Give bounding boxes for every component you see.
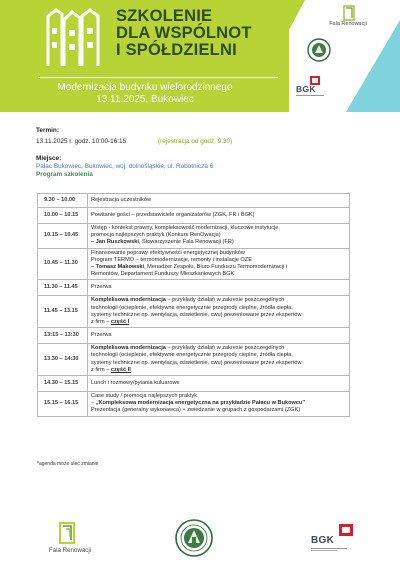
program-label: Program szkolenia [36,171,93,178]
desc-cell [88,248,350,280]
time-cell: 9.30 – 10.00 [38,194,88,208]
session-title: Kompleksowa modernizacja [91,345,166,352]
desc-text: z firm – [91,366,111,373]
fala-renowacji-logo-bottom [40,519,100,557]
time-cell: 10.15 – 10.45 [38,224,88,249]
time-cell: 13:15 – 13:30 [38,328,88,344]
term-label: Termin: [36,127,59,134]
desc-line: technologii (ocieplenie, efektywne energetycznie przegrody cieplne, źródła ciepła, [91,304,293,311]
place-label: Miejsce: [36,155,62,162]
time-cell: 10.00 – 10.15 [38,208,88,224]
time-cell: 10.45 – 11.30 [38,248,88,280]
session-part: część II [110,366,131,373]
term-value: 13.11.2025 r. godz. 10:00-16:15 [36,138,127,145]
fala-renowacji-text-bottom: Fala Renowacji [48,547,92,554]
term-block [36,127,127,145]
desc-line: technologii (ocieplenie, efektywne energetycznie przegrody cieplne, źródła ciepła, [91,352,293,359]
speaker-name: – Tomasz Makowski [91,264,145,271]
registration-note: (rejestracja od godz. 9.30) [158,138,233,145]
subtitle-text: Modernizacja budynku wielorodzinnego [57,82,233,93]
header-subtitle [0,82,290,106]
table-row [38,280,350,296]
place-block [36,155,213,179]
session-part: część I [110,319,130,326]
date-place-text: 13.11.2025, Bukowiec [96,94,194,105]
bgk-tagline-icon [311,547,347,552]
building-logo-icon [44,6,104,68]
desc-cell [88,224,350,249]
table-row [38,296,350,328]
fala-renowacji-icon [40,519,100,547]
desc-line [91,345,346,352]
speaker-affiliation: , Stowarzyszenie Fala Renowacji (FR) [138,239,234,246]
header-banner [0,0,400,112]
table-row [38,194,350,208]
desc-line: Prezentacja (generalny wykonawca) + zwiedzanie w grupach z gospodarzami (ZGK) [91,407,301,414]
break-cell: Lunch i rozmowy/pytania kuluarowe [88,376,350,392]
desc-line [91,319,346,326]
speaker-line [91,239,346,246]
desc-line: systemy techniczne np. wentylacja, oświetlenie, cwu) prezentowane przez ekspertów [91,311,302,318]
table-row [38,344,350,376]
break-cell: Przerwa [88,328,350,344]
speaker-line [91,264,346,271]
schedule-table [37,193,350,417]
bgk-text-top: BGK [296,84,316,94]
desc-line [91,367,346,374]
fala-renowacji-logo-top [318,4,378,30]
desc-cell: Powitanie gości – przedstawiciele organizatorów (ZGK, FR i BGK) [88,208,350,224]
table-row [38,392,350,417]
desc-cell [88,392,350,417]
session-title: Kompleksowa modernizacja [91,297,166,304]
zgk-seal-icon [175,519,213,557]
time-cell: 13.30 – 14:30 [38,344,88,376]
desc-line: systemy techniczne np. wentylacja, oświetlenie, cwu) prezentowane przez ekspertów [91,359,302,366]
desc-line [91,297,346,304]
session-title: „Kompleksowa modernizacja energetyczna na przykładzie Pałacu w Bukowcu” [95,400,306,407]
table-row [38,376,350,392]
desc-cell [88,296,350,328]
table-row [38,224,350,249]
speaker-affiliation: , Menadżer Zespołu, Biuro Funduszu Termomodernizacji i [144,264,287,271]
desc-line: Remontów, Departament Funduszy Mieszkaniowych BGK [91,271,235,278]
fala-renowacji-icon [318,4,378,22]
bgk-mark-icon [339,524,353,536]
desc-line: Case study / promocja najlepszych praktyk [91,393,198,400]
desc-line: Finansowanie poprawy efektywności energetycznej budynków [91,249,245,256]
time-cell: 15.15 – 16.15 [38,392,88,417]
agenda-note: *agenda może ulec zmianie [37,461,99,467]
bgk-logo-top [296,76,336,94]
page-title: SZKOLENIE DLA WSPÓLNOT I SPÓŁDZIELNI [116,7,252,59]
desc-cell: Rejestracja uczestników [88,194,350,208]
fala-renowacji-text-top: Fala Renowacji [329,21,367,27]
time-cell: 14.30 – 15.15 [38,376,88,392]
desc-line: – „Kompleksowa modernizacja energetyczna na przykładzie Pałacu w Bukowcu” [91,400,306,407]
header-divider [38,77,278,78]
desc-line: Program TERMO – termomodernizacje, remonty i instalacje OZE [91,256,252,263]
zgk-seal-icon [307,38,331,62]
place-value: Pałac Bukowiec, Bukowiec, woj. dolnośląskie, ul. Robotnicza 6 [36,163,214,170]
desc-cell [88,344,350,376]
bgk-text-bottom: BGK [311,535,335,546]
desc-text: z firm – [91,319,111,326]
speaker-name: – Jan Ruszkowski [91,239,139,246]
desc-line: Wstęp - kontekst prawny, kompleksowość modernizacji, kluczowe instytucje, [91,225,280,231]
break-cell: Przerwa [88,280,350,296]
bgk-logo-bottom [311,524,361,554]
bgk-tagline-icon [296,94,324,98]
table-row [38,208,350,224]
time-cell: 11.45 – 13.15 [38,296,88,328]
table-row [38,248,350,280]
desc-text: – przykłady działań w zakresie poszczególnych [165,297,285,304]
table-row [38,328,350,344]
desc-line: promocja najlepszych praktyk (Konkurs RenOwacja) [91,232,221,239]
desc-text: – przykłady działań w zakresie poszczególnych [165,345,285,352]
time-cell: 11.30 – 11.45 [38,280,88,296]
